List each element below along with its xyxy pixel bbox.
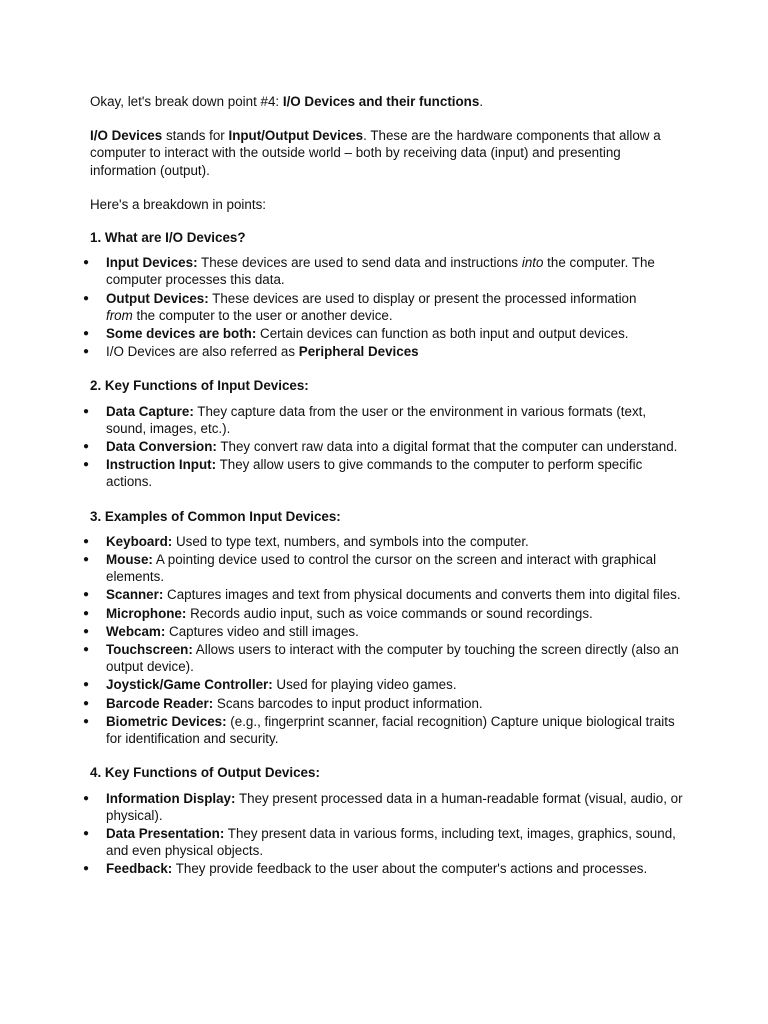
- item-text: They allow users to give commands to the computer to perform specific actions.: [106, 457, 643, 490]
- item-text: (e.g., fingerprint scanner, facial recognition) Capture unique biological traits for identification and security.: [106, 713, 675, 747]
- item-label: Keyboard:: [106, 533, 173, 549]
- item-label: Data Capture:: [106, 403, 194, 419]
- item-text: These devices are used to display or present the processed information: [208, 290, 637, 306]
- item-text: They present processed data in a human-readable format (visual, audio, or physical).: [106, 790, 683, 823]
- list-item: [90, 403, 686, 437]
- item-label: Feedback:: [106, 861, 173, 877]
- item-label: Output Devices:: [106, 290, 209, 306]
- item-text: These devices are used to send data and instructions: [197, 255, 522, 271]
- intro-period: .: [479, 94, 484, 109]
- section4-list: [90, 790, 686, 878]
- list-item: [90, 254, 686, 288]
- list-item: [90, 438, 686, 455]
- list-item: [90, 641, 686, 675]
- list-item: [90, 676, 686, 693]
- item-text: Captures video and still images.: [165, 623, 359, 639]
- item-text: Used to type text, numbers, and symbols into the computer.: [172, 533, 529, 549]
- item-text: They provide feedback to the user about the computer's actions and processes.: [172, 861, 648, 877]
- definition-text: . These are the hardware components that allow a computer to interact with the outside world – both by receiving data (input) and presenting information (output).: [90, 128, 661, 178]
- list-item: [90, 551, 686, 585]
- list-item: [90, 790, 686, 824]
- item-text: Allows users to interact with the computer by touching the screen directly (also an output device).: [106, 642, 679, 675]
- item-text: They capture data from the user or the environment in various formats (text, sound, images, etc.).: [106, 403, 647, 436]
- item-label: Microphone:: [106, 605, 187, 621]
- item-text: Used for playing video games.: [272, 677, 457, 693]
- list-item: [90, 825, 686, 859]
- section2-list: [90, 403, 686, 491]
- breakdown-intro: Here's a breakdown in points:: [90, 196, 266, 212]
- list-item: [90, 586, 686, 603]
- item-label: Peripheral Devices: [298, 344, 419, 360]
- item-label: Data Presentation:: [106, 825, 225, 841]
- item-emphasis: from: [106, 307, 133, 323]
- item-text: A pointing device used to control the cursor on the screen and interact with graphical elements.: [106, 552, 657, 585]
- item-text: Scans barcodes to input product information.: [213, 695, 483, 711]
- list-item: [90, 695, 686, 712]
- list-item: [90, 533, 686, 550]
- term-io-devices: I/O Devices: [90, 128, 163, 144]
- item-label: Scanner:: [106, 587, 164, 603]
- item-label: Joystick/Game Controller:: [106, 677, 273, 693]
- item-text: Captures images and text from physical documents and converts them into digital files.: [163, 587, 681, 603]
- item-text: They present data in various forms, including text, images, graphics, sound, and even physical objects.: [106, 825, 676, 859]
- item-label: Some devices are both:: [106, 326, 257, 342]
- item-text: the computer. The computer processes this data.: [106, 255, 655, 288]
- list-item: [90, 713, 686, 747]
- item-text: the computer to the user or another device.: [132, 307, 393, 323]
- section-heading-input-functions: 2. Key Functions of Input Devices:: [90, 378, 309, 394]
- item-label: Biometric Devices:: [106, 713, 227, 729]
- item-label: Instruction Input:: [106, 457, 217, 473]
- item-label: Information Display:: [106, 790, 236, 806]
- item-text: Records audio input, such as voice commands or sound recordings.: [186, 605, 593, 621]
- document-body: [90, 93, 686, 895]
- list-item: [90, 605, 686, 622]
- intro-text: Okay, let's break down point #4:: [90, 94, 283, 109]
- item-label: Webcam:: [106, 623, 166, 639]
- definition-text: stands for: [162, 128, 229, 144]
- section-heading-input-examples: 3. Examples of Common Input Devices:: [90, 508, 341, 524]
- list-item: [90, 860, 686, 877]
- list-item: [90, 343, 686, 360]
- item-label: Touchscreen:: [106, 642, 193, 658]
- item-label: Mouse:: [106, 552, 153, 568]
- list-item: [90, 456, 686, 490]
- item-label: Input Devices:: [106, 255, 198, 271]
- item-text: Certain devices can function as both input and output devices.: [256, 326, 629, 342]
- item-label: Data Conversion:: [106, 439, 217, 455]
- intro-topic: I/O Devices and their functions: [282, 94, 480, 109]
- item-label: Barcode Reader:: [106, 695, 214, 711]
- section3-list: [90, 533, 686, 747]
- list-item: [90, 290, 686, 324]
- definition-paragraph: [90, 127, 686, 179]
- section-heading-output-functions: 4. Key Functions of Output Devices:: [90, 765, 320, 781]
- item-emphasis: into: [521, 255, 544, 271]
- list-item: [90, 325, 686, 342]
- item-text: I/O Devices are also referred as: [106, 344, 299, 360]
- intro-paragraph: [90, 93, 686, 110]
- term-input-output-devices: Input/Output Devices: [228, 128, 364, 144]
- section1-list: [90, 254, 686, 360]
- section-heading-what-are-io: 1. What are I/O Devices?: [90, 230, 246, 246]
- list-item: [90, 623, 686, 640]
- item-text: They convert raw data into a digital format that the computer can understand.: [216, 439, 678, 455]
